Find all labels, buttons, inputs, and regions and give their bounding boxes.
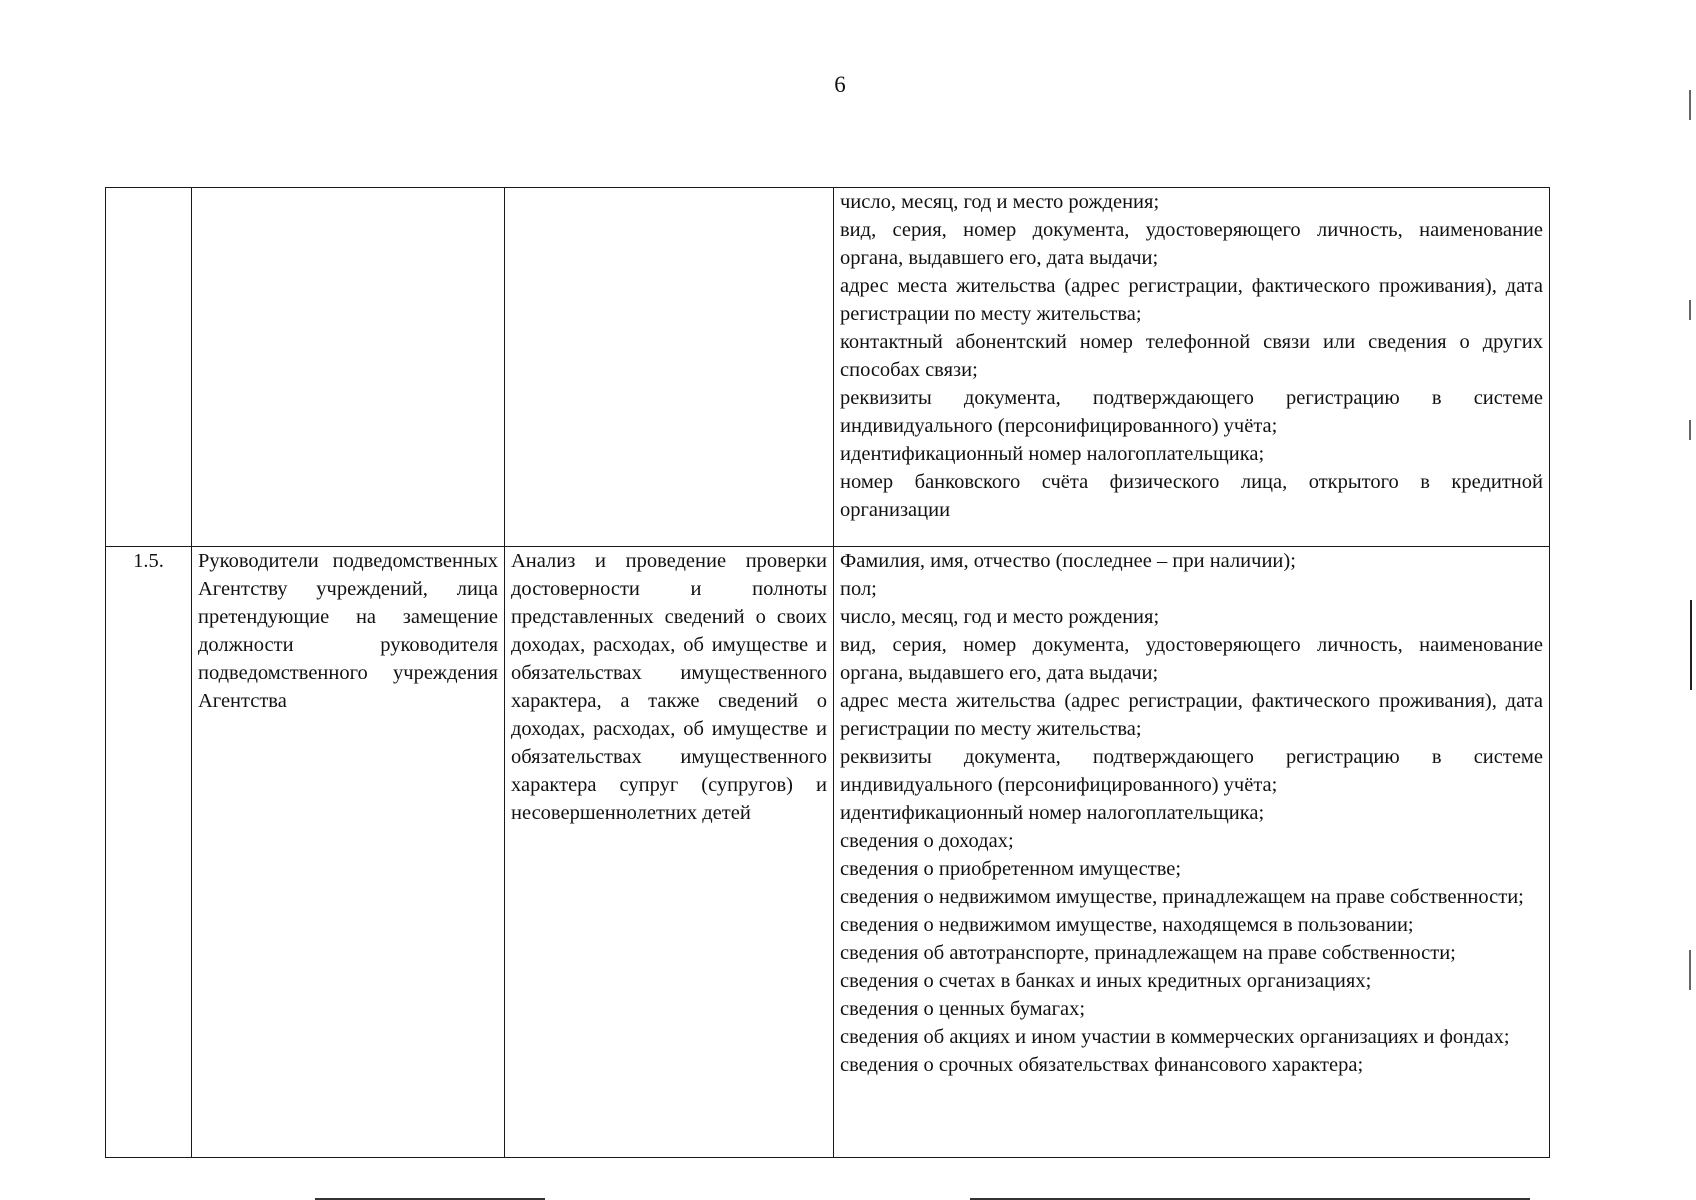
subject-category-cell: Руководители подведомственных Агентству учреждений, лица претендующие на замещение должности руководителя подведомственного учреждения Агентства bbox=[192, 547, 505, 1158]
data-item: идентификационный номер налогоплательщика; bbox=[840, 802, 1265, 824]
data-item: пол; bbox=[840, 578, 877, 600]
data-item: контактный абонентский номер телефонной связи или сведения о других способах связи; bbox=[840, 331, 1543, 381]
data-item: реквизиты документа, подтверждающего регистрацию в системе индивидуального (персонифицированного) учёта; bbox=[840, 387, 1543, 437]
table-row-continued bbox=[106, 188, 1550, 547]
data-item: сведения о счетах в банках и иных кредитных организациях; bbox=[840, 970, 1372, 992]
data-item: реквизиты документа, подтверждающего регистрацию в системе индивидуального (персонифицированного) учёта; bbox=[840, 746, 1543, 796]
scan-edge-marks bbox=[1676, 0, 1696, 1200]
page-number: 6 bbox=[834, 72, 846, 97]
data-item: сведения о недвижимом имуществе, принадлежащем на праве собственности; bbox=[840, 886, 1524, 908]
data-item: вид, серия, номер документа, удостоверяющего личность, наименование органа, выдавшего его, дата выдачи; bbox=[840, 634, 1543, 684]
personal-data-list-cell bbox=[834, 188, 1550, 547]
data-item: Фамилия, имя, отчество (последнее – при наличии); bbox=[840, 550, 1296, 572]
personal-data-table bbox=[105, 187, 1550, 1158]
row-number-cell: 1.5. bbox=[106, 547, 192, 1158]
data-item: сведения о приобретенном имуществе; bbox=[840, 858, 1182, 880]
processing-purpose-cell: Анализ и проведение проверки достоверности и полноты представленных сведений о своих доходах, расходах, об имуществе и обязательствах имущественного характера, а также сведений о доходах, расходах, об имуществе и обязательствах имущественного характера супруг (супругов) и несовершеннолетних детей bbox=[505, 547, 834, 1158]
data-item: сведения о недвижимом имуществе, находящемся в пользовании; bbox=[840, 914, 1414, 936]
data-item: идентификационный номер налогоплательщика; bbox=[840, 443, 1265, 465]
data-item: адрес места жительства (адрес регистрации, фактического проживания), дата регистрации по месту жительства; bbox=[840, 690, 1543, 740]
data-item: число, месяц, год и место рождения; bbox=[840, 606, 1160, 628]
data-item: сведения о ценных бумагах; bbox=[840, 998, 1086, 1020]
data-item: число, месяц, год и место рождения; bbox=[840, 191, 1160, 213]
personal-data-list-cell bbox=[834, 547, 1550, 1158]
row-number-cell bbox=[106, 188, 192, 547]
processing-purpose-cell bbox=[505, 188, 834, 547]
data-item: номер банковского счёта физического лица, открытого в кредитной организации bbox=[840, 471, 1543, 521]
table-row-1-5 bbox=[106, 547, 1550, 1158]
data-item: сведения о доходах; bbox=[840, 830, 1014, 852]
data-item: сведения об автотранспорте, принадлежащем на праве собственности; bbox=[840, 942, 1456, 964]
data-item: сведения о срочных обязательствах финансового характера; bbox=[840, 1054, 1364, 1076]
data-item: сведения об акциях и ином участии в коммерческих организациях и фондах; bbox=[840, 1026, 1510, 1048]
data-item: вид, серия, номер документа, удостоверяющего личность, наименование органа, выдавшего его, дата выдачи; bbox=[840, 219, 1543, 269]
data-item: адрес места жительства (адрес регистрации, фактического проживания), дата регистрации по месту жительства; bbox=[840, 275, 1543, 325]
subject-category-cell bbox=[192, 188, 505, 547]
